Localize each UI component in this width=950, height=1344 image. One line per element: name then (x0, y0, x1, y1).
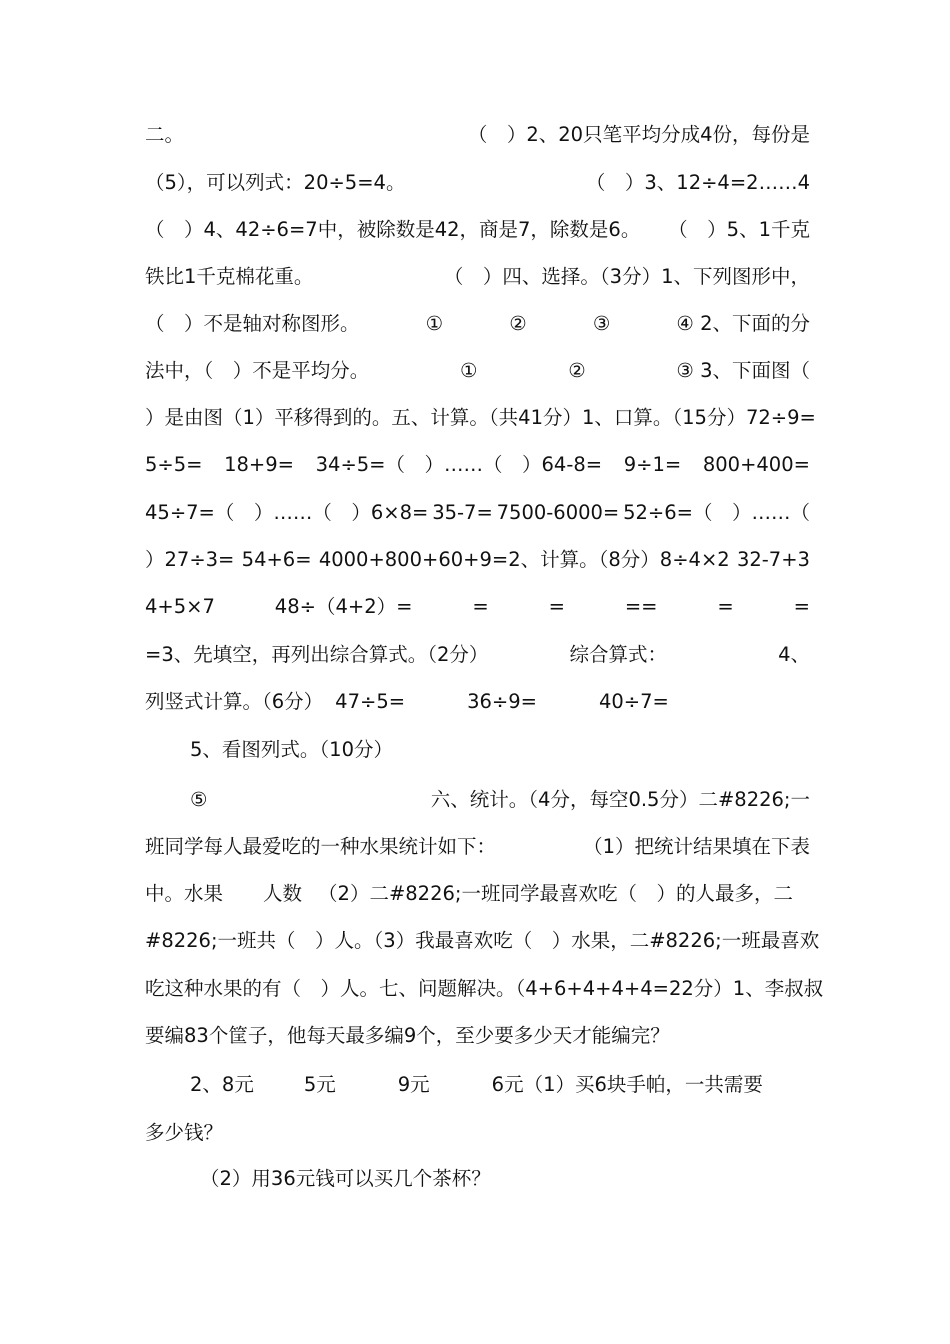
text-segment: 47÷5= (335, 690, 406, 713)
text-line (145, 638, 810, 672)
text-segment: 9÷1= (623, 453, 682, 476)
text-segment: 4+5×7 (145, 595, 215, 618)
text-segment: = (472, 595, 489, 618)
text-segment: 5÷5= (145, 453, 203, 476)
text-segment: 5元 (303, 1073, 336, 1096)
text-segment: 35-7= (432, 501, 493, 524)
text-line (145, 354, 810, 388)
text-segment: ② (568, 359, 586, 382)
text-segment: =3、先填空，再列出综合算式。（2分） (145, 643, 489, 666)
text-segment: ② (509, 312, 527, 335)
text-segment: ① (425, 312, 444, 335)
text-segment: ⑤ (190, 788, 208, 811)
text-segment: 4000+800+60+9=2、计算。（8分）8÷4×2 (318, 548, 730, 571)
text-line (145, 924, 820, 958)
text-line (145, 213, 810, 247)
text-segment: 要编83个筐子，他每天最多编9个，至少要多少天才能编完？ (145, 1024, 670, 1047)
text-line (145, 830, 810, 864)
text-segment: 人数 (263, 882, 303, 905)
text-segment: 综合算式： (569, 643, 667, 666)
text-line (200, 1162, 810, 1196)
text-segment: 32-7+3 (736, 548, 810, 571)
text-line (145, 1019, 810, 1053)
text-segment: （2）用36元钱可以买几个茶杯？ (200, 1167, 491, 1190)
text-segment: 9元 (397, 1073, 430, 1096)
text-segment: 二。 (145, 123, 185, 146)
text-line (190, 733, 810, 767)
text-segment: 4、 (778, 643, 810, 666)
text-segment: （ ）4、42÷6=7中，被除数是42，商是7，除数是6。 (145, 218, 641, 241)
text-segment: （ ）不是轴对称图形。 (145, 312, 360, 335)
text-line (145, 877, 810, 911)
text-segment: 班同学每人最爱吃的一种水果统计如下： (145, 835, 497, 858)
text-segment: （1）把统计结果填在下表 (583, 835, 810, 858)
text-segment: ③ 3、下面图（ (676, 359, 810, 382)
text-segment: ）27÷3= (145, 548, 235, 571)
text-line (145, 543, 810, 577)
text-line (145, 972, 824, 1006)
text-segment: 40÷7= (598, 690, 669, 713)
text-segment: 34÷5=（ ）……（ ）64-8= (315, 453, 603, 476)
text-segment: 列竖式计算。（6分） (145, 690, 324, 713)
text-segment: = (717, 595, 734, 618)
text-segment: （5），可以列式：20÷5=4。 (145, 171, 406, 194)
text-segment: 吃这种水果的有（ ）人。七、问题解决。（4+6+4+4+4=22分）1、李叔叔 (145, 977, 824, 1000)
text-segment: ③ (592, 312, 611, 335)
text-line (190, 783, 810, 817)
text-segment: 48÷（4+2）= (274, 595, 413, 618)
text-segment: 2、8元 (190, 1073, 254, 1096)
text-line (145, 448, 810, 482)
text-segment: 六、统计。（4分，每空0.5分）二#8226;一 (430, 788, 810, 811)
text-segment: 800+400= (702, 453, 810, 476)
text-segment: 54+6= (241, 548, 312, 571)
text-segment: 18+9= (224, 453, 295, 476)
text-segment: #8226;一班共（ ）人。（3）我最喜欢吃（ ）水果，二#8226;一班最喜欢 (145, 929, 820, 952)
text-segment: （ ）5、1千克 (668, 218, 810, 241)
text-line (145, 685, 810, 719)
text-segment: 52÷6=（ ）……（ (623, 501, 810, 524)
text-segment: 法中，（ ）不是平均分。 (145, 359, 370, 382)
text-line (145, 118, 810, 152)
text-line (190, 1068, 810, 1102)
text-segment: 多少钱？ (145, 1121, 224, 1144)
text-segment: = (793, 595, 810, 618)
text-segment: 6元（1）买6块手帕，一共需要 (491, 1073, 763, 1096)
text-line (145, 166, 810, 200)
text-segment: （ ）2、20只笔平均分成4份，每份是 (467, 123, 810, 146)
text-segment: 7500-6000= (496, 501, 620, 524)
text-segment: （2）二#8226;一班同学最喜欢吃（ ）的人最多，二 (318, 882, 793, 905)
text-segment: ④ 2、下面的分 (676, 312, 810, 335)
text-segment: == (624, 595, 658, 618)
text-line (145, 1116, 810, 1150)
text-segment: （ ）3、12÷4=2……4 (585, 171, 810, 194)
text-segment: （ ）四、选择。（3分）1、下列图形中， (443, 265, 810, 288)
text-segment: 36÷9= (467, 690, 537, 713)
text-segment: = (548, 595, 565, 618)
text-segment: ）是由图（1）平移得到的。五、计算。（共41分）1、口算。（15分）72÷9= (145, 406, 816, 429)
text-line (145, 590, 810, 624)
text-segment: 5、看图列式。（10分） (190, 738, 393, 761)
text-line (145, 260, 810, 294)
text-segment: ① (459, 359, 478, 382)
text-line (145, 307, 810, 341)
text-segment: 铁比1千克棉花重。 (145, 265, 314, 288)
text-line (145, 496, 810, 530)
text-line (145, 401, 816, 435)
text-segment: 45÷7=（ ）……（ ）6×8= (145, 501, 429, 524)
text-segment: 中。水果 (145, 882, 224, 905)
